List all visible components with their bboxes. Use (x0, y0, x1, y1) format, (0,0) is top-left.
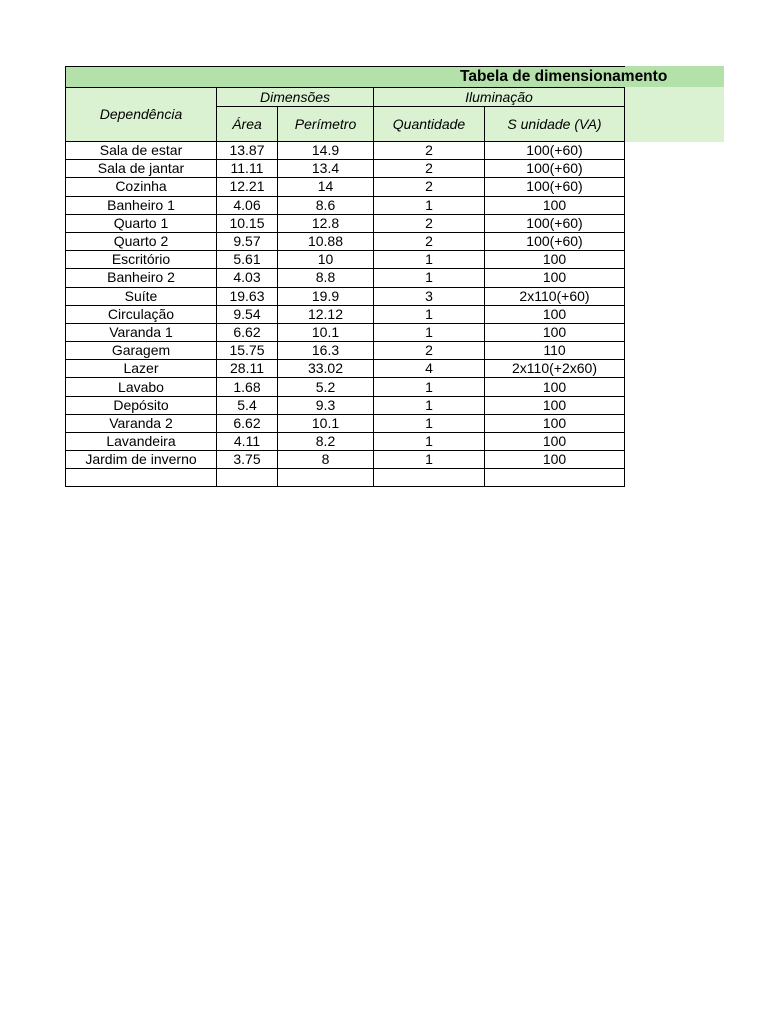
cell-dependencia: Cozinha (66, 178, 217, 196)
cell-perimetro: 10.1 (278, 414, 374, 432)
cell-area: 19.63 (217, 287, 278, 305)
cell-dependencia: Suíte (66, 287, 217, 305)
cell-s-unidade: 100 (485, 396, 625, 414)
table-row (66, 142, 625, 160)
cell-perimetro: 14.9 (278, 142, 374, 160)
cell-area: 6.62 (217, 414, 278, 432)
cell-quantidade: 2 (374, 160, 485, 178)
cell-quantidade: 1 (374, 414, 485, 432)
cell-s-unidade: 100 (485, 305, 625, 323)
cell-dependencia: Sala de jantar (66, 160, 217, 178)
cell-quantidade: 1 (374, 305, 485, 323)
cell-s-unidade: 100(+60) (485, 178, 625, 196)
table-row (66, 323, 625, 341)
cell-quantidade: 1 (374, 196, 485, 214)
table-row (66, 232, 625, 250)
blank-cell (217, 469, 278, 487)
cell-s-unidade: 100(+60) (485, 160, 625, 178)
cell-dependencia: Varanda 2 (66, 414, 217, 432)
cell-quantidade: 1 (374, 269, 485, 287)
header-row-1 (66, 88, 625, 107)
cell-quantidade: 2 (374, 214, 485, 232)
cell-s-unidade: 100 (485, 378, 625, 396)
table-row (66, 396, 625, 414)
table-row (66, 160, 625, 178)
cell-dependencia: Lavabo (66, 378, 217, 396)
cell-quantidade: 2 (374, 142, 485, 160)
table-row (66, 269, 625, 287)
cell-quantidade: 1 (374, 433, 485, 451)
cell-area: 1.68 (217, 378, 278, 396)
header-perimetro: Perímetro (278, 107, 374, 142)
cell-s-unidade: 110 (485, 342, 625, 360)
cell-s-unidade: 100 (485, 414, 625, 432)
cell-area: 5.61 (217, 251, 278, 269)
cell-area: 9.57 (217, 232, 278, 250)
dimension-table (65, 66, 625, 487)
cell-s-unidade: 100 (485, 451, 625, 469)
cell-perimetro: 10.1 (278, 323, 374, 341)
cell-quantidade: 1 (374, 378, 485, 396)
table-row (66, 178, 625, 196)
cell-quantidade: 2 (374, 232, 485, 250)
cell-dependencia: Banheiro 2 (66, 269, 217, 287)
table-row (66, 451, 625, 469)
header-iluminacao: Iluminação (374, 88, 625, 107)
cell-dependencia: Banheiro 1 (66, 196, 217, 214)
cell-s-unidade: 100 (485, 251, 625, 269)
table-body (66, 142, 625, 469)
cell-dependencia: Circulação (66, 305, 217, 323)
table-row (66, 287, 625, 305)
cell-perimetro: 8 (278, 451, 374, 469)
cell-quantidade: 4 (374, 360, 485, 378)
cell-s-unidade: 100 (485, 323, 625, 341)
cell-perimetro: 8.8 (278, 269, 374, 287)
cell-quantidade: 3 (374, 287, 485, 305)
cell-quantidade: 2 (374, 342, 485, 360)
cell-area: 28.11 (217, 360, 278, 378)
cell-perimetro: 8.6 (278, 196, 374, 214)
cell-area: 9.54 (217, 305, 278, 323)
table-row (66, 196, 625, 214)
header-area: Área (217, 107, 278, 142)
table-title: Tabela de dimensionamento (460, 68, 668, 85)
cell-perimetro: 33.02 (278, 360, 374, 378)
cell-dependencia: Sala de estar (66, 142, 217, 160)
cell-perimetro: 5.2 (278, 378, 374, 396)
cell-s-unidade: 100(+60) (485, 142, 625, 160)
blank-cell (66, 469, 217, 487)
cell-dependencia: Quarto 2 (66, 232, 217, 250)
header-dependencia: Dependência (66, 88, 217, 142)
cell-dependencia: Escritório (66, 251, 217, 269)
table-row (66, 433, 625, 451)
cell-dependencia: Quarto 1 (66, 214, 217, 232)
blank-cell (485, 469, 625, 487)
blank-row (66, 469, 625, 487)
cell-dependencia: Lavandeira (66, 433, 217, 451)
cell-area: 10.15 (217, 214, 278, 232)
cell-quantidade: 1 (374, 396, 485, 414)
table-row (66, 305, 625, 323)
cell-area: 6.62 (217, 323, 278, 341)
cell-area: 4.11 (217, 433, 278, 451)
cell-dependencia: Varanda 1 (66, 323, 217, 341)
cell-s-unidade: 100 (485, 196, 625, 214)
cell-perimetro: 10.88 (278, 232, 374, 250)
cell-s-unidade: 100 (485, 269, 625, 287)
cell-quantidade: 2 (374, 178, 485, 196)
table-row (66, 360, 625, 378)
cell-perimetro: 13.4 (278, 160, 374, 178)
cell-perimetro: 16.3 (278, 342, 374, 360)
cell-perimetro: 19.9 (278, 287, 374, 305)
cell-dependencia: Jardim de inverno (66, 451, 217, 469)
cell-perimetro: 9.3 (278, 396, 374, 414)
cell-quantidade: 1 (374, 251, 485, 269)
cell-perimetro: 12.12 (278, 305, 374, 323)
cell-quantidade: 1 (374, 451, 485, 469)
cell-dependencia: Garagem (66, 342, 217, 360)
cell-area: 11.11 (217, 160, 278, 178)
blank-cell (374, 469, 485, 487)
cell-area: 5.4 (217, 396, 278, 414)
cell-dependencia: Lazer (66, 360, 217, 378)
cell-s-unidade: 2x110(+60) (485, 287, 625, 305)
cell-area: 15.75 (217, 342, 278, 360)
cell-perimetro: 10 (278, 251, 374, 269)
cell-area: 4.06 (217, 196, 278, 214)
cell-dependencia: Depósito (66, 396, 217, 414)
cell-perimetro: 8.2 (278, 433, 374, 451)
header-dimensoes: Dimensões (217, 88, 374, 107)
cell-s-unidade: 2x110(+2x60) (485, 360, 625, 378)
blank-cell (278, 469, 374, 487)
cell-perimetro: 14 (278, 178, 374, 196)
table-row (66, 378, 625, 396)
cell-area: 3.75 (217, 451, 278, 469)
cell-s-unidade: 100(+60) (485, 214, 625, 232)
table-row (66, 214, 625, 232)
cell-area: 12.21 (217, 178, 278, 196)
cell-perimetro: 12.8 (278, 214, 374, 232)
table-row (66, 342, 625, 360)
table-row (66, 414, 625, 432)
table-row (66, 251, 625, 269)
header-s-unidade: S unidade (VA) (485, 107, 625, 142)
cell-quantidade: 1 (374, 323, 485, 341)
title-clip (65, 66, 668, 87)
cell-s-unidade: 100(+60) (485, 232, 625, 250)
cell-area: 13.87 (217, 142, 278, 160)
cell-s-unidade: 100 (485, 433, 625, 451)
cell-area: 4.03 (217, 269, 278, 287)
header-quantidade: Quantidade (374, 107, 485, 142)
